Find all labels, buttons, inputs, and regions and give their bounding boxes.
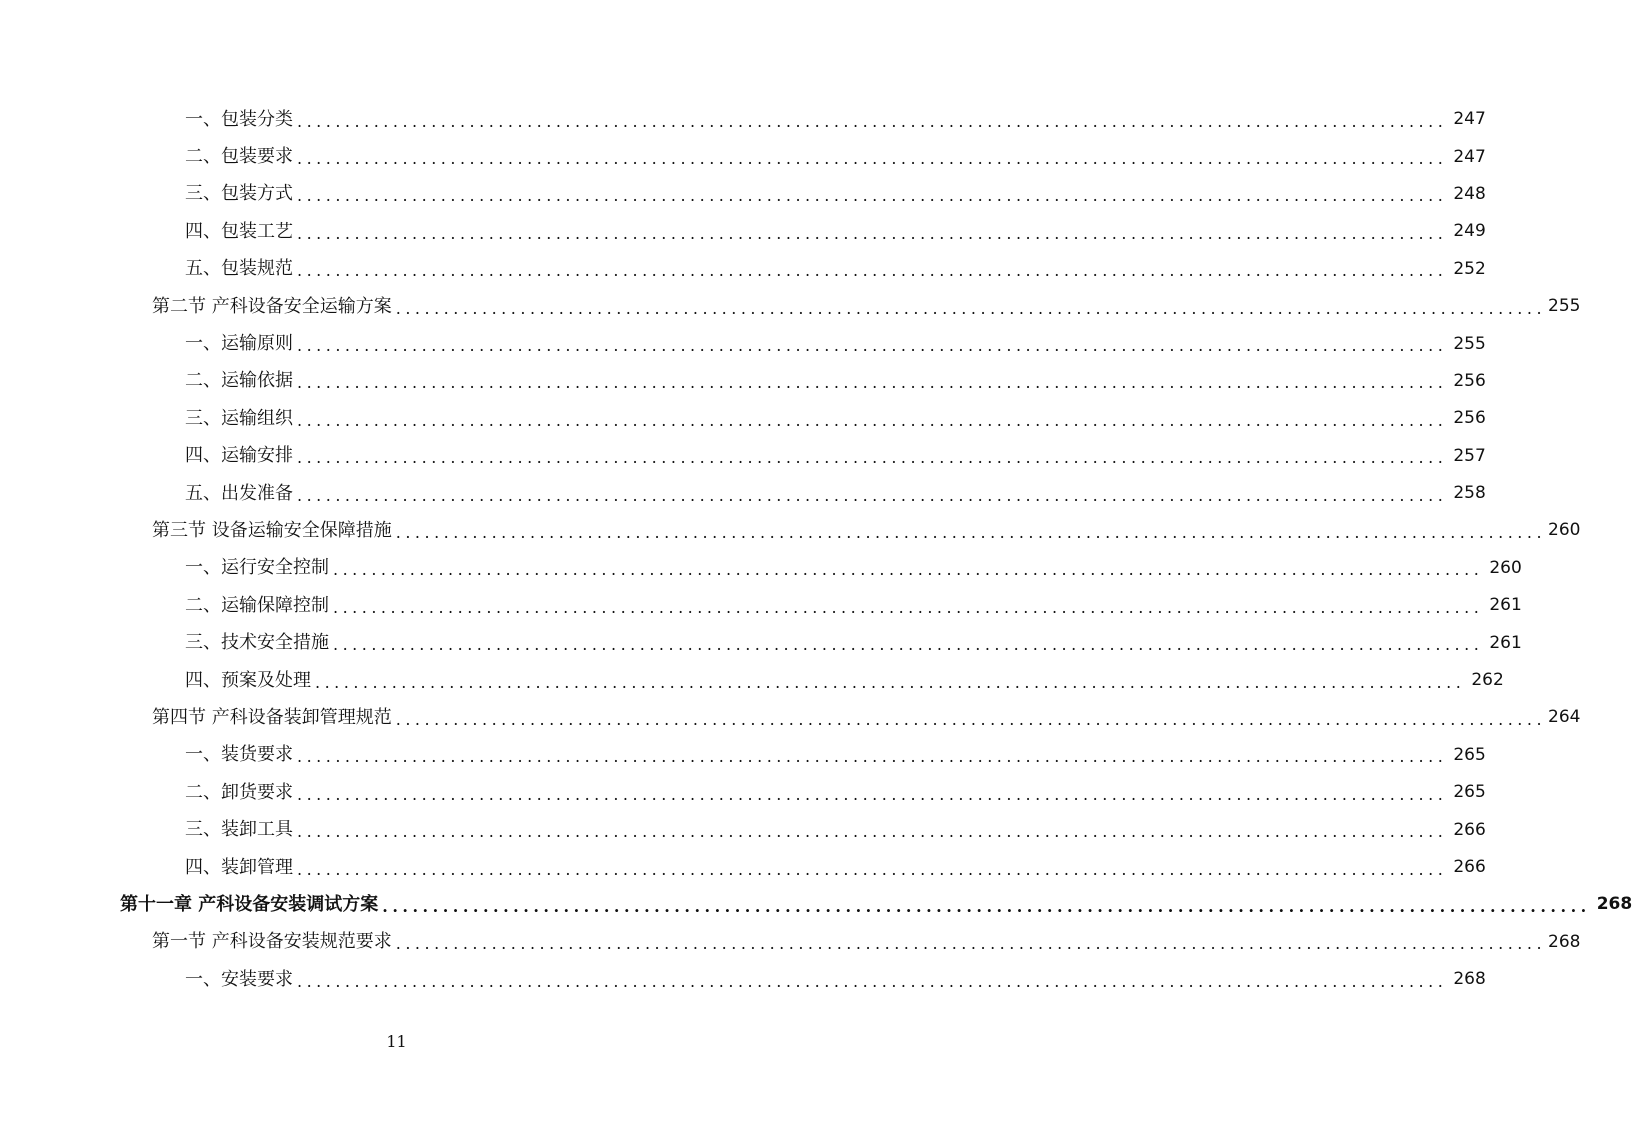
toc-entry-item[interactable] — [0, 624, 1522, 661]
toc-entry-item[interactable] — [0, 737, 1486, 774]
toc-leader-dots: ........................................................................................................................ — [333, 560, 1484, 580]
toc-entry-label: 三、技术安全措施 — [185, 632, 329, 654]
toc-entry-item[interactable] — [0, 475, 1486, 512]
toc-entry-page: 255 — [1548, 296, 1581, 317]
toc-leader-dots: ........................................................................................................................ — [333, 635, 1484, 655]
toc-entry-page: 265 — [1453, 744, 1486, 765]
toc-leader-dots: ........................................................................................................................ — [395, 298, 1547, 318]
toc-entry-item[interactable] — [0, 774, 1486, 811]
toc-entry-label: 四、预案及处理 — [185, 669, 311, 691]
table-of-contents — [0, 101, 1632, 998]
toc-entry-page: 247 — [1453, 146, 1486, 167]
page-number: 11 — [386, 1032, 407, 1051]
toc-leader-dots: ........................................................................................................................ — [297, 186, 1448, 206]
toc-entry-label: 一、运输原则 — [185, 333, 293, 355]
toc-entry-label: 第一节 产科设备安装规范要求 — [152, 931, 392, 953]
toc-entry-page: 268 — [1548, 931, 1581, 952]
toc-entry-section[interactable] — [0, 924, 1581, 961]
toc-leader-dots: ........................................................................................................................ — [297, 485, 1448, 505]
toc-entry-label: 第十一章 产科设备安装调试方案 — [120, 893, 379, 915]
toc-entry-section[interactable] — [0, 512, 1581, 549]
toc-entry-label: 五、出发准备 — [185, 482, 293, 504]
toc-entry-label: 第三节 设备运输安全保障措施 — [152, 519, 392, 541]
toc-entry-label: 四、装卸管理 — [185, 856, 293, 878]
toc-entry-label: 一、安装要求 — [185, 968, 293, 990]
toc-entry-page: 268 — [1453, 969, 1486, 990]
toc-entry-page: 247 — [1453, 109, 1486, 130]
toc-entry-item[interactable] — [0, 400, 1486, 437]
toc-entry-label: 三、装卸工具 — [185, 819, 293, 841]
toc-entry-label: 一、运行安全控制 — [185, 557, 329, 579]
toc-entry-section[interactable] — [0, 288, 1581, 325]
toc-entry-label: 三、运输组织 — [185, 407, 293, 429]
toc-entry-item[interactable] — [0, 138, 1486, 175]
toc-entry-page: 256 — [1453, 370, 1486, 391]
toc-entry-item[interactable] — [0, 438, 1486, 475]
toc-leader-dots: ........................................................................................................................ — [297, 223, 1448, 243]
toc-leader-dots: ........................................................................................................................ — [297, 747, 1448, 767]
toc-entry-page: 265 — [1453, 782, 1486, 803]
toc-entry-item[interactable] — [0, 587, 1522, 624]
toc-entry-label: 一、包装分类 — [185, 108, 293, 130]
toc-entry-item[interactable] — [0, 251, 1486, 288]
toc-entry-label: 二、包装要求 — [185, 146, 293, 168]
toc-entry-item[interactable] — [0, 849, 1486, 886]
toc-entry-item[interactable] — [0, 662, 1504, 699]
toc-entry-item[interactable] — [0, 811, 1486, 848]
toc-leader-dots: ........................................................................................................................ — [297, 149, 1448, 169]
toc-entry-page: 261 — [1489, 632, 1522, 653]
toc-entry-item[interactable] — [0, 961, 1486, 998]
toc-leader-dots: ........................................................................................................................ — [297, 859, 1448, 879]
toc-leader-dots: ........................................................................................................................ — [395, 934, 1547, 954]
toc-leader-dots: ........................................................................................................................ — [297, 971, 1448, 991]
toc-entry-page: 256 — [1453, 408, 1486, 429]
toc-entry-page: 266 — [1453, 819, 1486, 840]
toc-leader-dots: ........................................................................................................................ — [315, 672, 1466, 692]
toc-entry-label: 二、运输保障控制 — [185, 594, 329, 616]
toc-leader-dots: ........................................................................................................................ — [297, 784, 1448, 804]
toc-entry-item[interactable] — [0, 325, 1486, 362]
toc-entry-page: 266 — [1453, 857, 1486, 877]
toc-entry-page: 249 — [1453, 221, 1486, 242]
toc-leader-dots: ........................................................................................................................ — [297, 373, 1448, 393]
toc-leader-dots: ........................................................................................................................ — [297, 111, 1448, 131]
toc-entry-label: 二、运输依据 — [185, 370, 293, 392]
toc-entry-label: 四、包装工艺 — [185, 220, 293, 242]
toc-entry-page: 262 — [1471, 670, 1504, 691]
toc-entry-label: 四、运输安排 — [185, 445, 293, 467]
toc-leader-dots: ........................................................................................................................ — [395, 709, 1547, 729]
toc-entry-page: 264 — [1548, 707, 1581, 728]
toc-entry-page: 261 — [1489, 595, 1522, 616]
toc-leader-dots: ........................................................................................................................ — [297, 410, 1448, 430]
toc-entry-page: 252 — [1453, 258, 1486, 279]
toc-entry-label: 二、卸货要求 — [185, 781, 293, 803]
toc-entry-label: 三、包装方式 — [185, 183, 293, 205]
toc-entry-item[interactable] — [0, 213, 1486, 250]
toc-leader-dots: ........................................................................................................................ — [297, 448, 1448, 468]
toc-entry-item[interactable] — [0, 363, 1486, 400]
toc-entry-label: 第二节 产科设备安全运输方案 — [152, 295, 392, 317]
toc-entry-label: 一、装货要求 — [185, 744, 293, 766]
toc-entry-item[interactable] — [0, 550, 1522, 587]
toc-leader-dots: ........................................................................................................................ — [382, 896, 1591, 916]
toc-entry-item[interactable] — [0, 176, 1486, 213]
toc-leader-dots: ........................................................................................................................ — [297, 336, 1448, 356]
toc-entry-page: 268 — [1596, 894, 1632, 915]
toc-entry-label: 第四节 产科设备装卸管理规范 — [152, 706, 392, 728]
toc-entry-page: 260 — [1548, 520, 1581, 541]
toc-entry-page: 255 — [1453, 333, 1486, 354]
toc-leader-dots: ........................................................................................................................ — [333, 597, 1484, 617]
toc-entry-page: 260 — [1489, 557, 1522, 578]
toc-entry-page: 248 — [1453, 183, 1486, 204]
toc-entry-page: 257 — [1453, 445, 1486, 466]
toc-leader-dots: ........................................................................................................................ — [395, 522, 1547, 542]
toc-leader-dots: ........................................................................................................................ — [297, 261, 1448, 281]
toc-entry-item[interactable] — [0, 101, 1486, 138]
toc-entry-page: 258 — [1453, 483, 1486, 504]
toc-leader-dots: ........................................................................................................................ — [297, 822, 1448, 842]
toc-entry-chapter[interactable] — [0, 886, 1632, 923]
toc-entry-label: 五、包装规范 — [185, 258, 293, 280]
toc-entry-section[interactable] — [0, 699, 1581, 736]
